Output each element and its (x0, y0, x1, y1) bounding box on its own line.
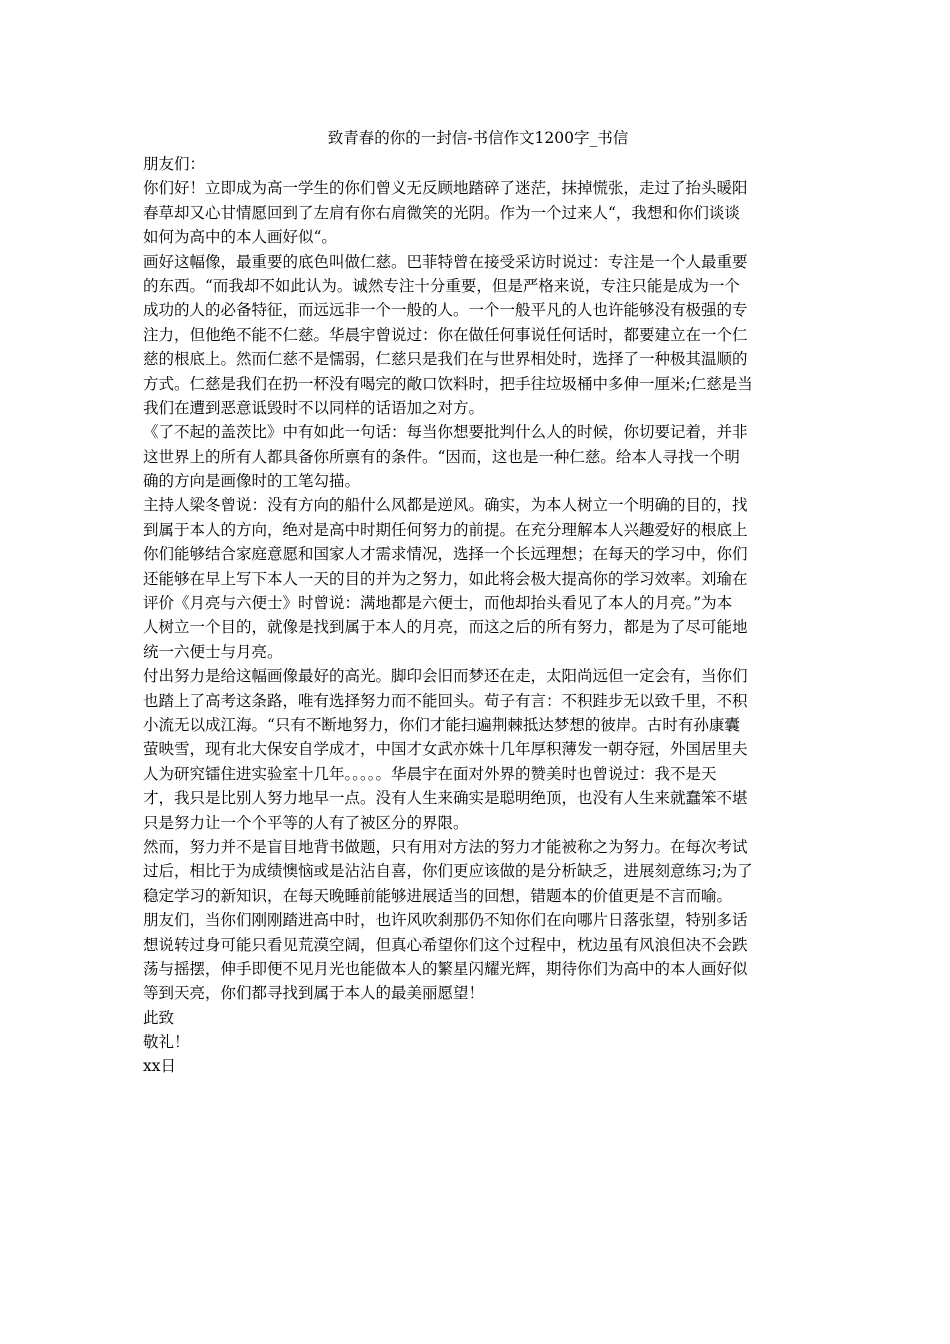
text-line: 方式。仁慈是我们在扔一杯没有喝完的敞口饮料时，把手往垃圾桶中多伸一厘米;仁慈是当 (143, 374, 753, 393)
text-line: 画好这幅像，最重要的底色叫做仁慈。巴菲特曾在接受采访时说过：专注是一个人最重要 (143, 252, 748, 271)
text-line: 春草却又心甘情愿回到了左肩有你右肩微笑的光阴。作为一个过来人“，我想和你们谈谈 (143, 203, 740, 222)
text-line: 小流无以成江海。“只有不断地努力，你们才能扫遍荆棘抵达梦想的彼岸。古时有孙康囊 (143, 715, 740, 734)
text-line: 成功的人的必备特征，而远远非一个一般的人。一个一般平凡的人也许能够没有极强的专 (143, 301, 748, 320)
text-line: 想说转过身可能只看见荒漠空阔，但真心希望你们这个过程中，枕边虽有风浪但决不会跌 (143, 935, 748, 954)
text-line: 注力，但他绝不能不仁慈。华晨宇曾说过：你在做任何事说任何话时，都要建立在一个仁 (143, 325, 748, 344)
text-line: 朋友们： (143, 155, 206, 173)
text-line: 萤映雪，现有北大保安自学成才，中国才女武亦姝十几年厚积薄发一朝夺冠，外国居里夫 (143, 740, 748, 759)
text-line: 人树立一个目的，就像是找到属于本人的月亮，而这之后的所有努力，都是为了尽可能地 (143, 618, 748, 637)
text-line: 然而，努力并不是盲目地背书做题，只有用对方法的努力才能被称之为努力。在每次考试 (143, 837, 748, 856)
text-line: 到属于本人的方向，绝对是高中时期任何努力的前提。在充分理解本人兴趣爱好的根底上 (143, 520, 748, 539)
text-line: 才，我只是比别人努力地早一点。没有人生来确实是聪明绝顶，也没有人生来就蠢笨不堪 (143, 789, 748, 808)
text-line: 付出努力是给这幅画像最好的高光。脚印会旧而梦还在走，太阳尚远但一定会有，当你们 (143, 667, 748, 686)
text-line: 你们好！立即成为高一学生的你们曾义无反顾地踏碎了迷茫，抹掉慌张，走过了抬头暖阳 (143, 179, 748, 198)
text-line: 主持人梁冬曾说：没有方向的船什么风都是逆风。确实，为本人树立一个明确的目的，找 (143, 496, 748, 515)
document-title: 致青春的你的一封信-书信作文1200字_书信 (327, 129, 629, 147)
document-body (143, 152, 813, 1079)
text-line: 过后，相比于为成绩懊恼或是沾沾自喜，你们更应该做的是分析缺乏，进展刻意练习;为了 (143, 862, 753, 881)
text-line: 此致 (143, 1008, 175, 1027)
text-line: xx日 (143, 1057, 176, 1076)
text-line: 人为研究镭住进实验室十几年。。。。。华晨宇在面对外界的赞美时也曾说过：我不是天 (143, 764, 717, 783)
text-line: 确的方向是画像时的工笔勾描。 (143, 472, 361, 491)
text-line: 只是努力让一个个平等的人有了被区分的界限。 (143, 813, 469, 832)
text-line: 还能够在早上写下本人一天的目的并为之努力，如此将会极大提高你的学习效率。刘瑜在 (143, 569, 748, 588)
text-line: 也踏上了高考这条路，唯有选择努力而不能回头。荀子有言：不积跬步无以致千里，不积 (143, 691, 748, 710)
text-line: 统一六便士与月亮。 (143, 642, 283, 661)
text-line: 稳定学习的新知识，在每天晚睡前能够进展适当的回想，错题本的价值更是不言而喻。 (143, 886, 733, 905)
text-line: 慈的根底上。然而仁慈不是懦弱，仁慈只是我们在与世界相处时，选择了一种极其温顺的 (143, 350, 748, 369)
document-page (143, 126, 813, 1079)
text-line: 敬礼！ (143, 1033, 190, 1052)
text-line: 荡与摇摆，伸手即便不见月光也能做本人的繁星闪耀光辉，期待你们为高中的本人画好似 (143, 959, 748, 978)
text-line: 的东西。“而我却不如此认为。诚然专注十分重要，但是严格来说，专注只能是成为一个 (143, 276, 740, 295)
text-line: 如何为高中的本人画好似“。 (143, 228, 337, 247)
text-line: 你们能够结合家庭意愿和国家人才需求情况，选择一个长远理想；在每天的学习中，你们 (143, 545, 748, 564)
text-line: 朋友们，当你们刚刚踏进高中时，也许风吹刹那仍不知你们在向哪片日落张望，特别多话 (143, 911, 748, 930)
text-line: 《了不起的盖茨比》中有如此一句话：每当你想要批判什么人的时候，你切要记着，并非 (143, 423, 748, 442)
text-line: 这世界上的所有人都具备你所禀有的条件。“因而，这也是一种仁慈。给本人寻找一个明 (143, 447, 740, 466)
text-line: 我们在遭到恶意诋毁时不以同样的话语加之对方。 (143, 398, 485, 417)
text-line: 等到天亮，你们都寻找到属于本人的最美丽愿望！ (143, 984, 485, 1003)
text-line: 评价《月亮与六便士》时曾说：满地都是六便士，而他却抬头看见了本人的月亮。”为本 (143, 594, 733, 613)
